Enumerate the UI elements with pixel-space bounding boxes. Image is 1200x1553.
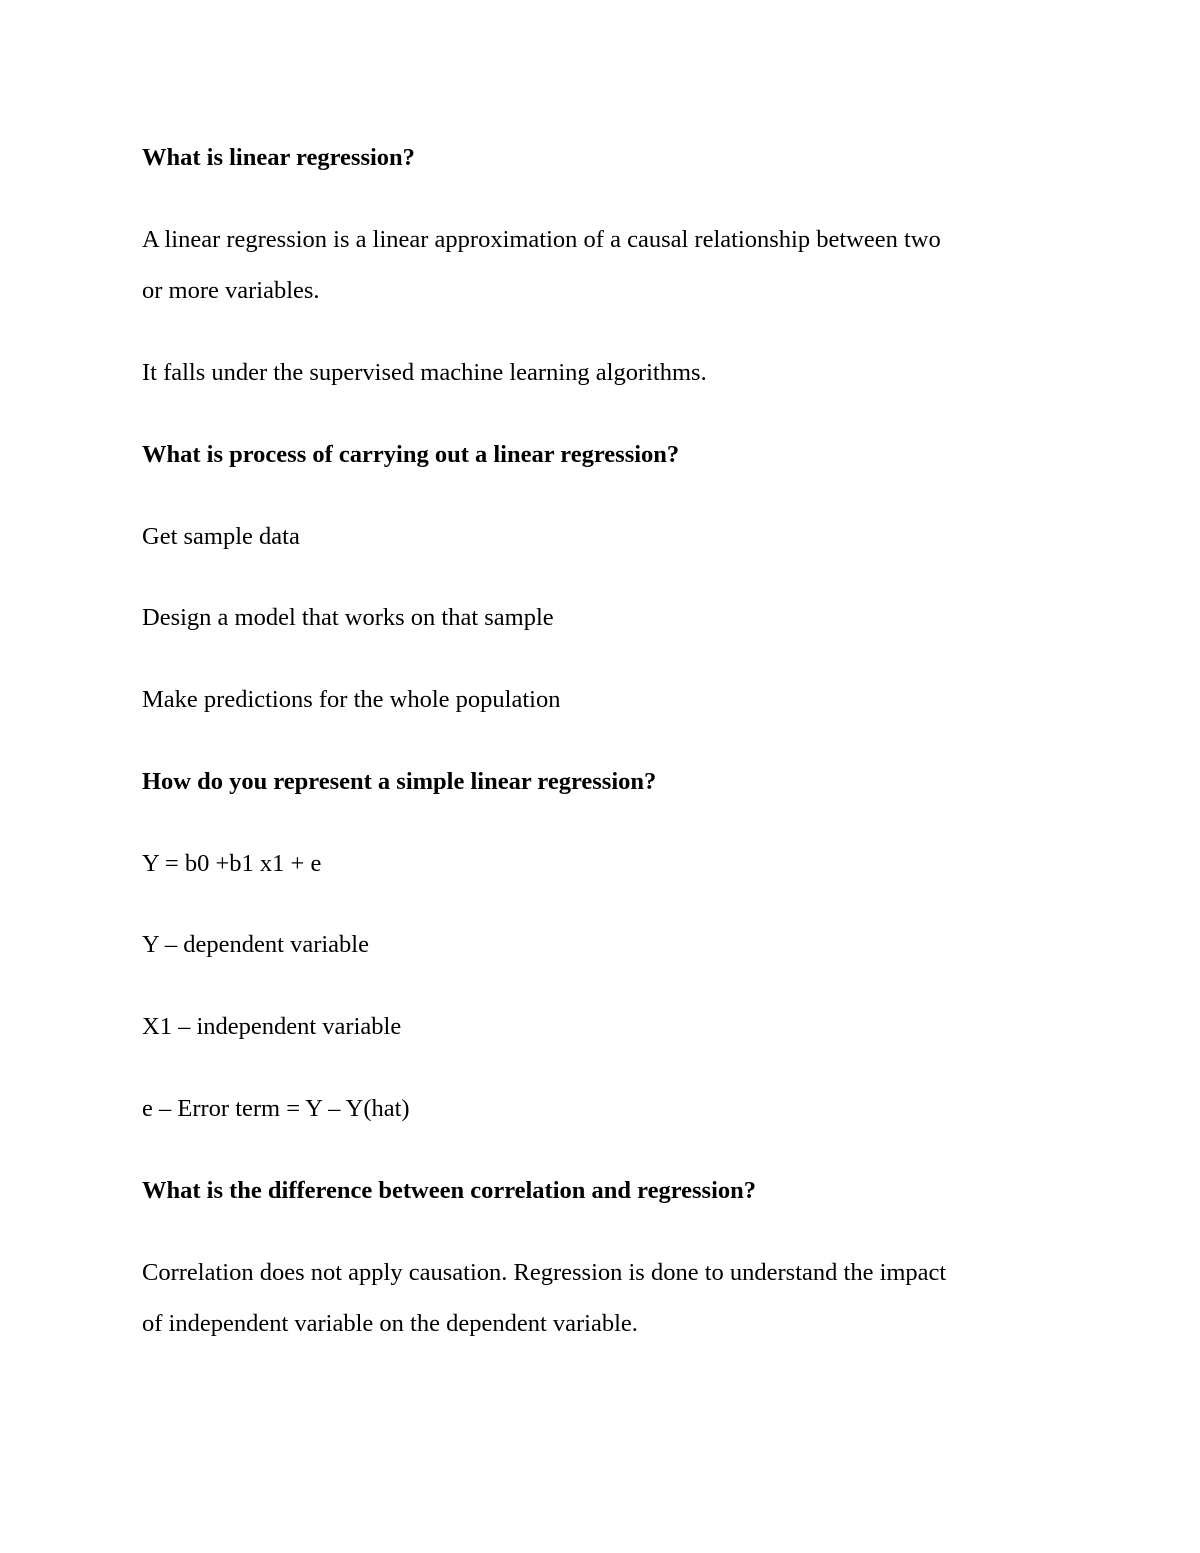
heading-what-is-linear-regression: What is linear regression? <box>142 144 415 171</box>
definition-dependent-variable: Y – dependent variable <box>142 931 369 958</box>
process-step-3: Make predictions for the whole population <box>142 686 561 713</box>
heading-representation: How do you represent a simple linear regression? <box>142 768 657 795</box>
paragraph-definition-line-2: or more variables. <box>142 277 320 304</box>
paragraph-correlation-line-2: of independent variable on the dependent variable. <box>142 1310 638 1337</box>
process-step-1: Get sample data <box>142 523 300 550</box>
process-step-2: Design a model that works on that sample <box>142 604 554 631</box>
paragraph-definition-line-1: A linear regression is a linear approximation of a causal relationship between two <box>142 226 941 253</box>
definition-error-term: e – Error term = Y – Y(hat) <box>142 1095 410 1122</box>
heading-correlation-vs-regression: What is the difference between correlation and regression? <box>142 1177 757 1204</box>
regression-equation: Y = b0 +b1 x1 + e <box>142 850 322 877</box>
definition-independent-variable: X1 – independent variable <box>142 1013 402 1040</box>
paragraph-supervised-learning: It falls under the supervised machine learning algorithms. <box>142 359 707 386</box>
heading-process: What is process of carrying out a linear regression? <box>142 441 680 468</box>
paragraph-correlation-line-1: Correlation does not apply causation. Regression is done to understand the impact <box>142 1259 947 1286</box>
